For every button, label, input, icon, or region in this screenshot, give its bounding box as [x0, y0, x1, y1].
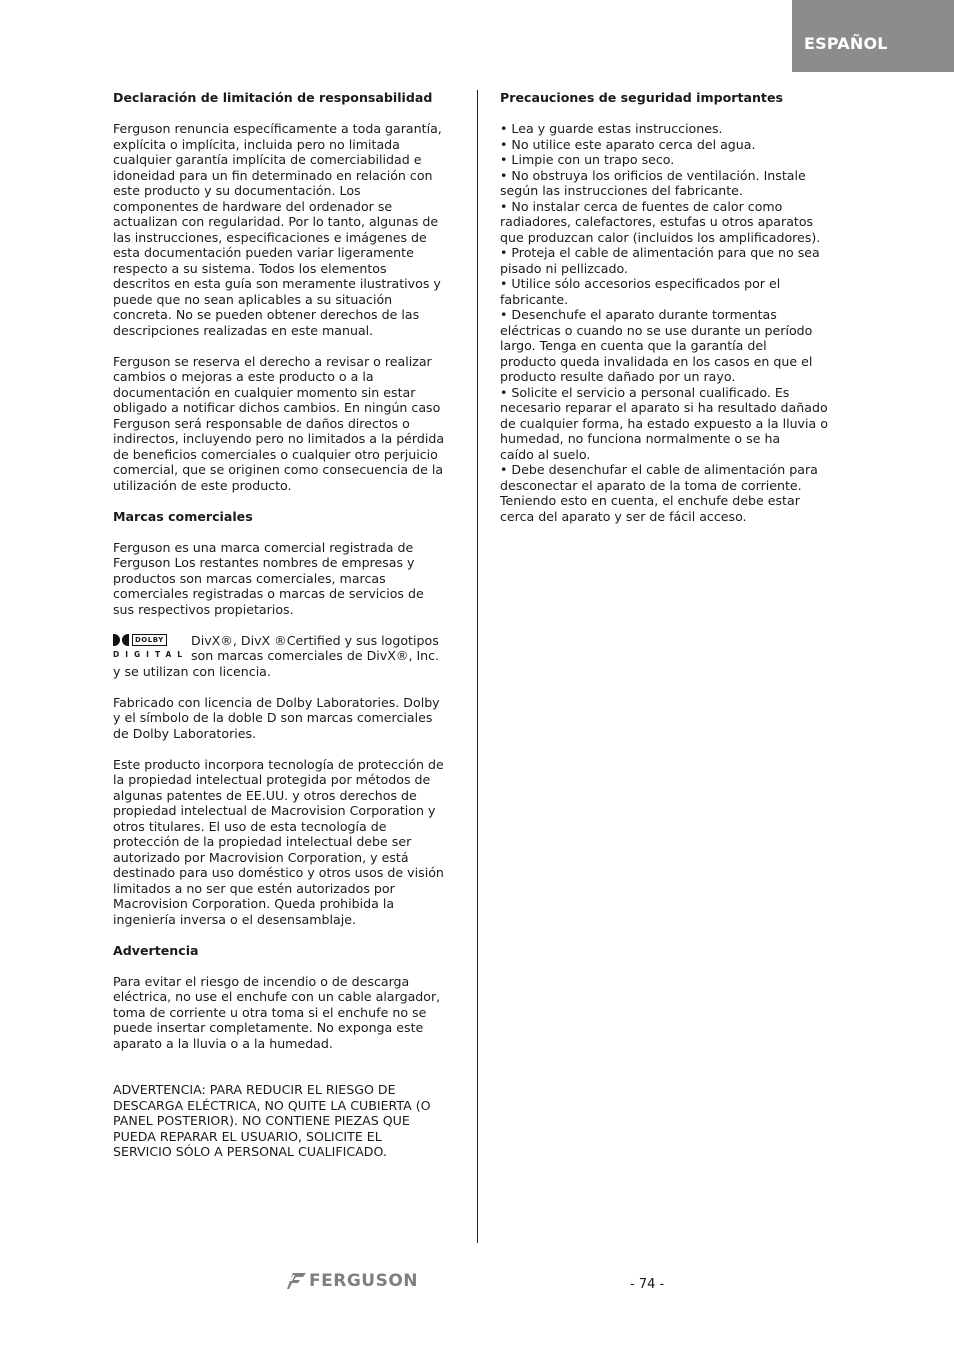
list-item: • Solicite el servicio a personal cualificado. Es necesario reparar el aparato si ha resultado dañado de cualquier forma, ha estado expuesto a la lluvia o humedad, no funciona normalmente o se ha caído al suelo.: [500, 384, 828, 462]
disclaimer-heading: Declaración de limitación de responsabilidad: [113, 90, 433, 105]
disclaimer-paragraph-2: Ferguson se reserva el derecho a revisar o realizar cambios o mejoras a este producto o a la documentación en cualquier momento sin estar obligado a notificar dichos cambios. En ningún caso Ferguson será responsable de daños directos o indirectos, incluyendo pero no limitados a la pérdida de beneficios comerciales o cualquier otro perjuicio comercial, que se originen como consecuencia de la utilización de este producto.: [113, 353, 445, 493]
list-item: • Limpie con un trapo seco.: [500, 152, 675, 167]
dolby-paragraph: Fabricado con licencia de Dolby Laboratories. Dolby y el símbolo de la doble D son marcas comerciales de Dolby Laboratories.: [113, 694, 440, 741]
list-item: • No utilice este aparato cerca del agua.: [500, 136, 756, 152]
trademarks-paragraph: Ferguson es una marca comercial registrada de Ferguson Los restantes nombres de empresas y productos son marcas comerciales, marcas comerciales registradas o marcas de servicios de sus respectivos propietarios.: [113, 539, 424, 617]
ferguson-logo-mark-icon: [287, 1272, 307, 1290]
column-divider: [477, 90, 478, 1243]
safety-heading: Precauciones de seguridad importantes: [500, 90, 783, 105]
disclaimer-paragraph-1: Ferguson renuncia específicamente a toda garantía, explícita o implícita, incluida pero no limitada cualquier garantía implícita de comerciabilidad e idoneidad para un fin determinado en relación con este producto y su documentación. Los componentes de hardware del ordenador se actualizan con regularidad. Por lo tanto, algunas de las instrucciones, especificaciones e imágenes de esta documentación pueden variar ligeramente respecto a su sistema. Todos los elementos descritos en esta guía son meramente ilustrativos y puede que no sean aplicables a su situación concreta. No se pueden obtener derechos de las descripciones realizadas en este manual.: [113, 121, 442, 338]
list-item: • Proteja el cable de alimentación para que no sea pisado ni pellizcado.: [500, 245, 820, 276]
trademarks-heading: Marcas comerciales: [113, 508, 253, 524]
safety-list: [500, 121, 840, 524]
list-item: • No instalar cerca de fuentes de calor como radiadores, calefactores, estufas u otros aparatos que produzcan calor (incluidos los amplificadores).: [500, 198, 821, 245]
list-item: • Desenchufe el aparato durante tormentas eléctricas o cuando no se use durante un período largo. Tenga en cuenta que la garantía del producto queda invalidada en los casos en que el producto resulte dañado por un rayo.: [500, 307, 813, 384]
dolby-logo-word: DOLBY: [132, 634, 167, 646]
warning-caps-paragraph: ADVERTENCIA: PARA REDUCIR EL RIESGO DE DESCARGA ELÉCTRICA, NO QUITE LA CUBIERTA (O PANEL POSTERIOR). NO CONTIENE PIEZAS QUE PUEDA REPARAR EL USUARIO, SOLICITE EL SERVICIO SÓLO A PERSONAL CUALIFICADO.: [113, 1082, 431, 1159]
list-item: • Utilice sólo accesorios especificados por el fabricante.: [500, 276, 781, 307]
macrovision-paragraph: Este producto incorpora tecnología de protección de la propiedad intelectual protegida por métodos de algunas patentes de EE.UU. y otros derechos de propiedad intelectual de Macrovision Corporation y otros titulares. El uso de esta tecnología de protección de la propiedad intelectual debe ser autorizado por Macrovision Corporation, y está destinado para uso doméstico y otros usos de visión limitados a no ser que estén autorizados por Macrovision Corporation. Queda prohibida la ingeniería inversa o el desensamblaje.: [113, 756, 444, 927]
list-item: • Debe desenchufar el cable de alimentación para desconectar el aparato de la toma de corriente. Teniendo esto en cuenta, el enchufe debe estar cerca del aparato y ser de fácil acceso.: [500, 462, 818, 524]
ferguson-wordmark: FERGUSON: [309, 1271, 418, 1291]
double-d-icon: [113, 634, 129, 646]
warning-heading: Advertencia: [113, 942, 199, 958]
dolby-logo-digital: DIGITAL: [113, 649, 189, 659]
divx-row: [113, 633, 458, 680]
divx-paragraph: DivX®, DivX ®Certified y sus logotipos son marcas comerciales de DivX®, Inc. y se utilizan con licencia.: [113, 632, 440, 679]
warning-paragraph: Para evitar el riesgo de incendio o de descarga eléctrica, no use el enchufe con un cable alargador, toma de corriente u otra toma si el enchufe no se puede insertar completamente. No exponga este aparato a la lluvia o a la humedad.: [113, 973, 441, 1051]
dolby-digital-logo: [113, 633, 189, 659]
language-tab: ESPAÑOL: [792, 0, 954, 72]
list-item: • Lea y guarde estas instrucciones.: [500, 121, 723, 136]
page-number: - 74 -: [630, 1277, 665, 1292]
ferguson-logo: [287, 1271, 418, 1291]
list-item: • No obstruya los orificios de ventilación. Instale según las instrucciones del fabricante.: [500, 167, 806, 198]
left-column: [113, 90, 458, 1175]
right-column: [500, 90, 840, 524]
